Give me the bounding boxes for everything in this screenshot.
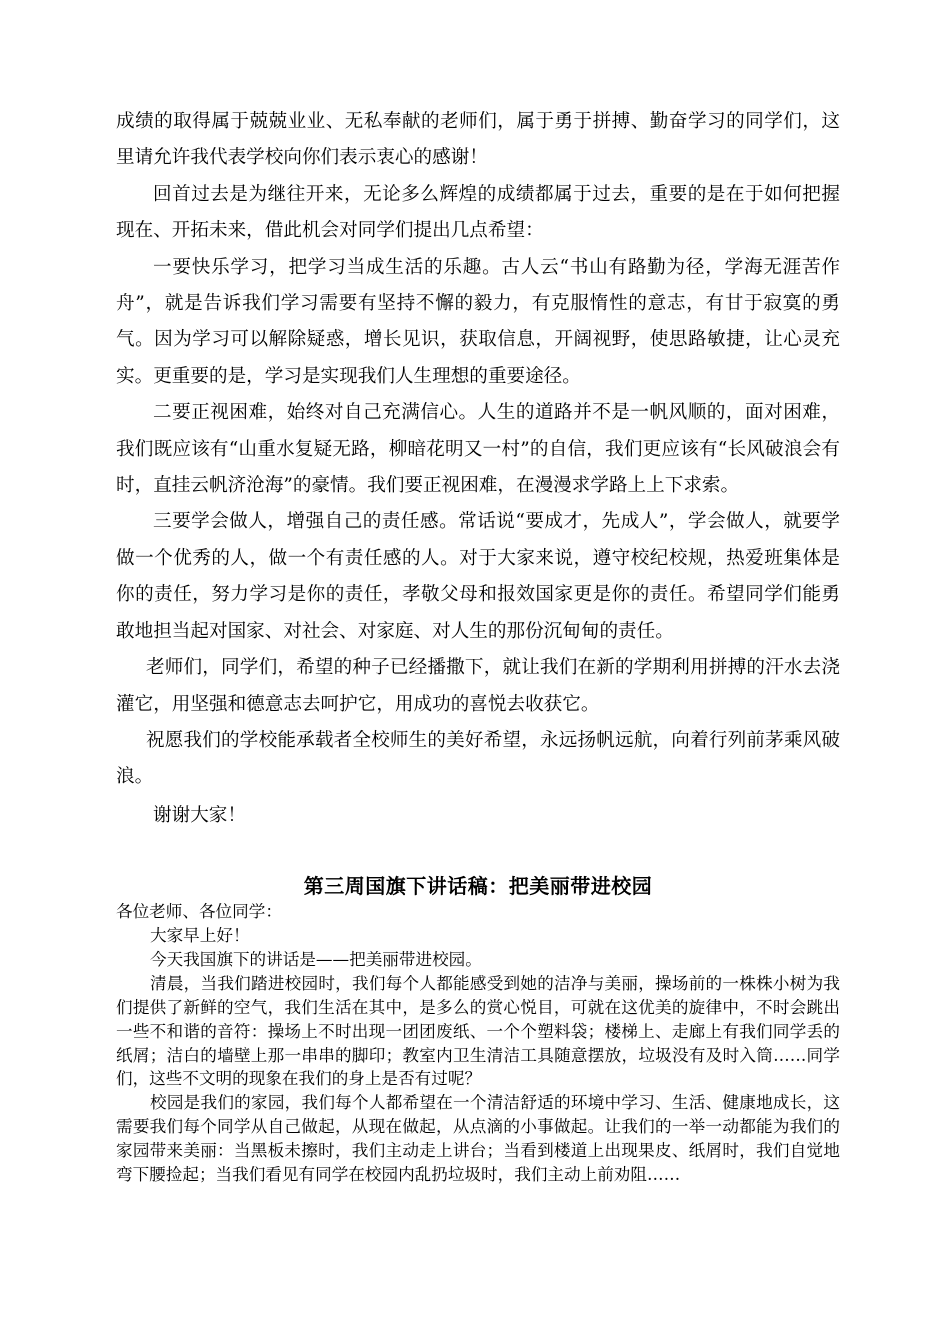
paragraph: 成绩的取得属于兢兢业业、无私奉献的老师们，属于勇于拼搏、勤奋学习的同学们，这里请允许我代表学校向你们表示衷心的感谢！ <box>116 111 840 169</box>
speech-title: 第三周国旗下讲话稿：把美丽带进校园 <box>303 874 653 899</box>
paragraph: 祝愿我们的学校能承载者全校师生的美好希望，永远扬帆远航，向着行列前茅乘风破浪。 <box>116 729 840 788</box>
paragraph: 回首过去是为继往开来，无论多么辉煌的成绩都属于过去，重要的是在于如何把握现在、开拓未来，借此机会对同学们提出几点希望： <box>116 183 840 242</box>
paragraph: 三要学会做人，增强自己的责任感。常话说“要成才，先成人”，学会做人，就要学做一个优秀的人，做一个有责任感的人。对于大家来说，遵守校纪校规，热爱班集体是你的责任，努力学习是你的责任，孝敬父母和报效国家更是你的责任。希望同学们能勇敢地担当起对国家、对社会、对家庭、对人生的那份沉甸甸的责任。 <box>116 511 840 642</box>
document-page <box>116 104 840 1187</box>
paragraph: 二要正视困难，始终对自己充满信心。人生的道路并不是一帆风顺的，面对困难，我们既应该有“山重水复疑无路，柳暗花明又一村”的自信，我们更应该有“长风破浪会有时，直挂云帆济沧海”的豪情。我们要正视困难，在漫漫求学路上上下求索。 <box>116 402 840 497</box>
paragraph: 校园是我们的家园，我们每个人都希望在一个清洁舒适的环境中学习、生活、健康地成长，这需要我们每个同学从自己做起，从现在做起，从点滴的小事做起。让我们的一举一动都能为我们的家园带来美丽：当黑板未擦时，我们主动走上讲台；当看到楼道上出现果皮、纸屑时，我们自觉地弯下腰捡起；当我们看见有同学在校园内乱扔垃圾时，我们主动上前劝阻…… <box>116 1093 840 1185</box>
speech-continuation <box>116 104 840 834</box>
paragraph: 谢谢大家！ <box>153 804 246 826</box>
paragraph: 一要快乐学习，把学习当成生活的乐趣。古人云“书山有路勤为径，学海无涯苦作舟”，就是告诉我们学习需要有坚持不懈的毅力，有克服惰性的意志，有甘于寂寞的勇气。因为学习可以解除疑惑，增长见识，获取信息，开阔视野，使思路敏捷，让心灵充实。更重要的是，学习是实现我们人生理想的重要途径。 <box>116 256 840 387</box>
speech-body <box>116 900 840 1187</box>
paragraph: 今天我国旗下的讲话是——把美丽带进校园。 <box>150 949 482 969</box>
salutation: 各位老师、各位同学： <box>116 902 282 922</box>
paragraph: 清晨，当我们踏进校园时，我们每个人都能感受到她的洁净与美丽，操场前的一株株小树为我们提供了新鲜的空气，我们生活在其中，是多么的赏心悦目，可就在这优美的旋律中，不时会跳出一些不和谐的音符：操场上不时出现一团团废纸、一个个塑料袋；楼梯上、走廊上有我们同学丢的纸屑；洁白的墙壁上那一串串的脚印；教室内卫生清洁工具随意摆放，垃圾没有及时入筒……同学们，这些不文明的现象在我们的身上是否有过呢？ <box>116 973 840 1089</box>
paragraph: 老师们，同学们，希望的种子已经播撒下，就让我们在新的学期利用拼搏的汗水去浇灌它，用坚强和德意志去呵护它，用成功的喜悦去收获它。 <box>116 657 840 715</box>
greeting: 大家早上好！ <box>150 926 250 946</box>
